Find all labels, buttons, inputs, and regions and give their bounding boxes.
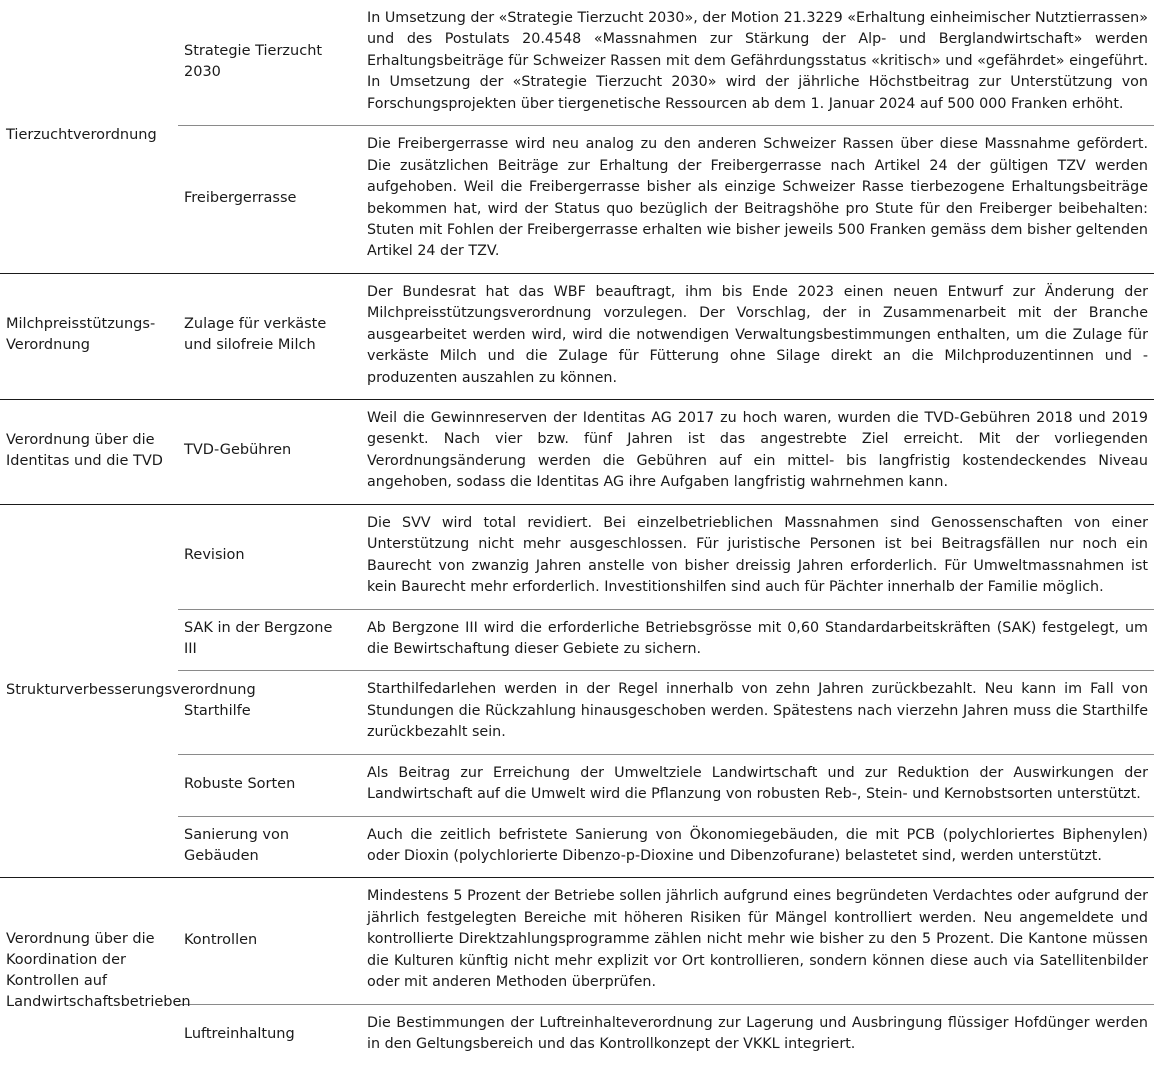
topic-description: Die Bestimmungen der Luftreinhalteverordnung zur Lagerung und Ausbringung flüssiger Hofdünger werden in den Geltungsbereich und das Kontrollkonzept der VKKL integriert. [361,1004,1154,1065]
table-row [0,878,1154,1004]
table-row [0,400,1154,505]
topic-name: Freibergerrasse [178,126,361,274]
regulation-name: Verordnung über die Koordination der Kontrollen auf Landwirtschaftsbetrieben [0,878,178,1066]
topic-description: Ab Bergzone III wird die erforderliche Betriebsgrösse mit 0,60 Standardarbeitskräften (SAK) festgelegt, um die Bewirtschaftung dieser Gebiete zu sichern. [361,609,1154,671]
topic-description: Der Bundesrat hat das WBF beauftragt, ihm bis Ende 2023 einen neuen Entwurf zur Änderung der Milchpreisstützungsverordnung vorzulegen. Der Vorschlag, der in Zusammenarbeit mit der Branche ausgearbeitet werden wird, wird die notwendigen Verwaltungsbestimmungen enthalten, um die Zulage für verkäste Milch und die Zulage für Fütterung ohne Silage direkt an die Milchproduzentinnen und -produzenten auszahlen zu können. [361,273,1154,399]
topic-description: Mindestens 5 Prozent der Betriebe sollen jährlich aufgrund eines begründeten Verdachtes oder aufgrund der jährlich festgelegten Bereiche mit höheren Risiken für Mängel kontrolliert werden. Neu angemeldete und kontrollierte Direktzahlungsprogramme zählen nicht mehr wie bisher zu den 5 Prozent. Die Kantone müssen die Kulturen künftig nicht mehr explizit vor Ort kontrollieren, sondern können diese auch via Satellitenbilder oder mit anderen Methoden überprüfen. [361,878,1154,1004]
topic-name: Zulage für verkäste und silofreie Milch [178,273,361,399]
topic-description: In Umsetzung der «Strategie Tierzucht 2030», der Motion 21.3229 «Erhaltung einheimischer Nutztierrassen» und des Postulats 20.4548 «Massnahmen zur Stärkung der Alp- und Berglandwirtschaft» werden Erhaltungsbeiträge für Schweizer Rassen mit dem Gefährdungsstatus «kritisch» und «gefährdet» eingeführt. In Umsetzung der «Strategie Tierzucht 2030» wird der jährliche Höchstbeitrag zur Unterstützung von Forschungsprojekten über tiergenetische Ressourcen ab dem 1. Januar 2024 auf 500 000 Franken erhöht. [367,10,1148,112]
topic-name: Strategie Tierzucht 2030 [184,42,323,80]
regulation-name: Strukturverbesserungsverordnung [0,504,178,878]
table-row [0,504,1154,609]
regulation-name: Verordnung über die Identitas und die TVD [0,400,178,505]
topic-description: Die SVV wird total revidiert. Bei einzelbetrieblichen Massnahmen sind Genossenschaften von einer Unterstützung nicht mehr ausgeschlossen. Für juristische Personen ist bei Beitragsfällen nur noch ein Baurecht von zwanzig Jahren anstelle von bisher dreissig Jahren erforderlich. Für Umweltmassnahmen ist kein Baurecht mehr erforderlich. Investitionshilfen sind auch für Pächter innerhalb der Familie möglich. [361,504,1154,609]
topic-name: Kontrollen [178,878,361,1004]
table-row [0,0,1154,126]
topic-name: Starthilfe [178,671,361,754]
regulation-name: Milchpreisstützungs-Verordnung [0,273,178,399]
regulation-name: Tierzuchtverordnung [6,126,157,143]
topic-description: Auch die zeitlich befristete Sanierung von Ökonomiegebäuden, die mit PCB (polychloriertes Biphenylen) oder Dioxin (polychlorierte Dibenzo-p-Dioxine und Dibenzofurane) belastetet sind, werden unterstützt. [361,816,1154,878]
topic-name: TVD-Gebühren [178,400,361,505]
topic-name: Luftreinhaltung [178,1004,361,1065]
topic-description: Als Beitrag zur Erreichung der Umweltziele Landwirtschaft und zur Reduktion der Auswirkungen der Landwirtschaft auf die Umwelt wird die Pflanzung von robusten Reb-, Stein- und Kernobstsorten unterstützt. [361,754,1154,816]
topic-name: Revision [178,504,361,609]
topic-description: Starthilfedarlehen werden in der Regel innerhalb von zehn Jahren zurückbezahlt. Neu kann im Fall von Stundungen die Rückzahlung hinausgeschoben werden. Spätestens nach vierzehn Jahren muss die Starthilfe zurückbezahlt sein. [361,671,1154,754]
topic-description: Die Freibergerrasse wird neu analog zu den anderen Schweizer Rassen über diese Massnahme gefördert. Die zusätzlichen Beiträge zur Erhaltung der Freibergerrasse nach Artikel 24 der gültigen TZV werden aufgehoben. Weil die Freibergerrasse bisher als einzige Schweizer Rasse tierbezogene Erhaltungsbeiträge bekommen hat, wird der Status quo bezüglich der Beitragshöhe pro Stute für den Freiberger beibehalten: Stuten mit Fohlen der Freibergerrasse erhalten wie bisher jeweils 500 Franken gemäss dem bisher geltenden Artikel 24 der TZV. [361,126,1154,274]
topic-name: Robuste Sorten [178,754,361,816]
topic-description: Weil die Gewinnreserven der Identitas AG 2017 zu hoch waren, wurden die TVD-Gebühren 2018 und 2019 gesenkt. Nach vier bzw. fünf Jahren ist das angestrebte Ziel erreicht. Mit der vorliegenden Verordnungsänderung werden die Gebühren auf ein mittel- bis langfristig kostendeckendes Niveau angehoben, sodass die Identitas AG ihre Aufgaben langfristig wahrnehmen kann. [361,400,1154,505]
topic-name: SAK in der Bergzone III [178,609,361,671]
table-row [0,273,1154,399]
topic-name: Sanierung von Gebäuden [178,816,361,878]
